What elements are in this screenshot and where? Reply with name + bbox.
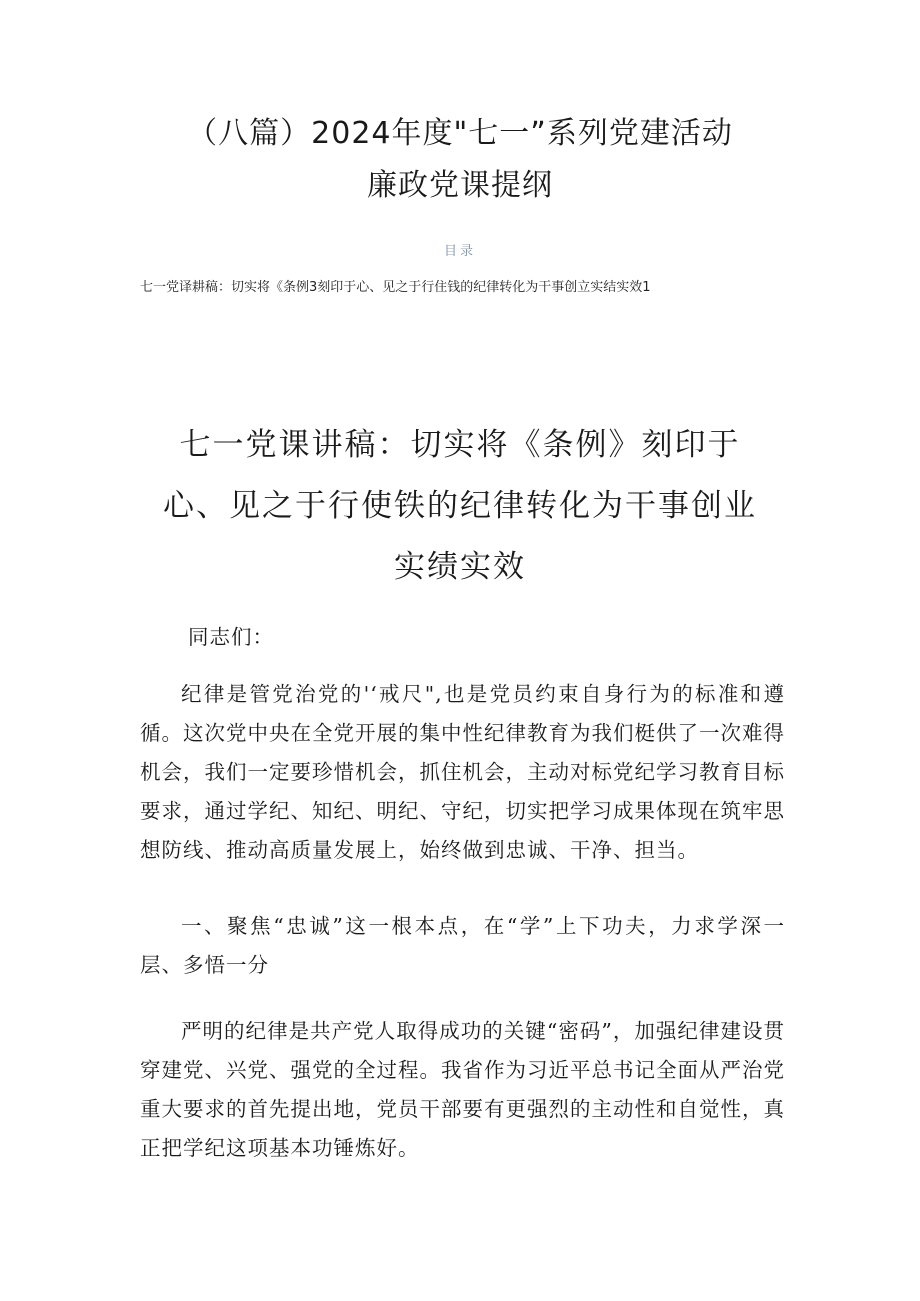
article-title-line-2: 心、见之于行使铁的纪律转化为干事创业 — [163, 488, 757, 524]
toc-entry-link[interactable]: 七一党译耕稿：切实将《条例3刻印于心、见之于行住钱的纪律转化为干事创立实结实效1 — [140, 280, 651, 295]
toc-heading: 目录 — [443, 244, 476, 259]
section-heading-1: 一、聚焦“忠诚”这一根本点，在“学”上下功夫，力求学深一层、多悟一分 — [140, 914, 785, 977]
document-title-line-2: 廉政党课提纲 — [367, 168, 553, 203]
paragraph-2: 严明的纪律是共产党人取得成功的关键“密码”，加强纪律建设贯穿建党、兴党、强党的全过程。我省作为习近平总书记全面从严治党重大要求的首先提出地，党员干部要有更强烈的主动性和自觉性，真正把学纪这项基本功锤炼好。 — [140, 1019, 785, 1160]
article-title-line-1: 七一党课讲稿：切实将《条例》刻印于 — [179, 427, 741, 463]
document-title-line-1: （八篇）2024年度"七一”系列党建活动 — [187, 116, 733, 151]
paragraph-1: 纪律是管党治党的'‘戒尺",也是党员约束自身行为的标准和遵循。这次党中央在全党开展的集中性纪律教育为我们梃供了一次难得机会，我们一定要珍惜机会，抓住机会，主动对标党纪学习教育目标要求，通过学纪、知纪、明纪、守纪，切实把学习成果体现在筑牢思想防线、推动高质量发展上，始终做到忠诚、干净、担当。 — [140, 682, 785, 862]
document-title — [0, 108, 920, 212]
article-title — [0, 415, 920, 598]
article-title-line-3: 实绩实效 — [394, 549, 526, 585]
salutation: 同志们： — [188, 625, 274, 649]
